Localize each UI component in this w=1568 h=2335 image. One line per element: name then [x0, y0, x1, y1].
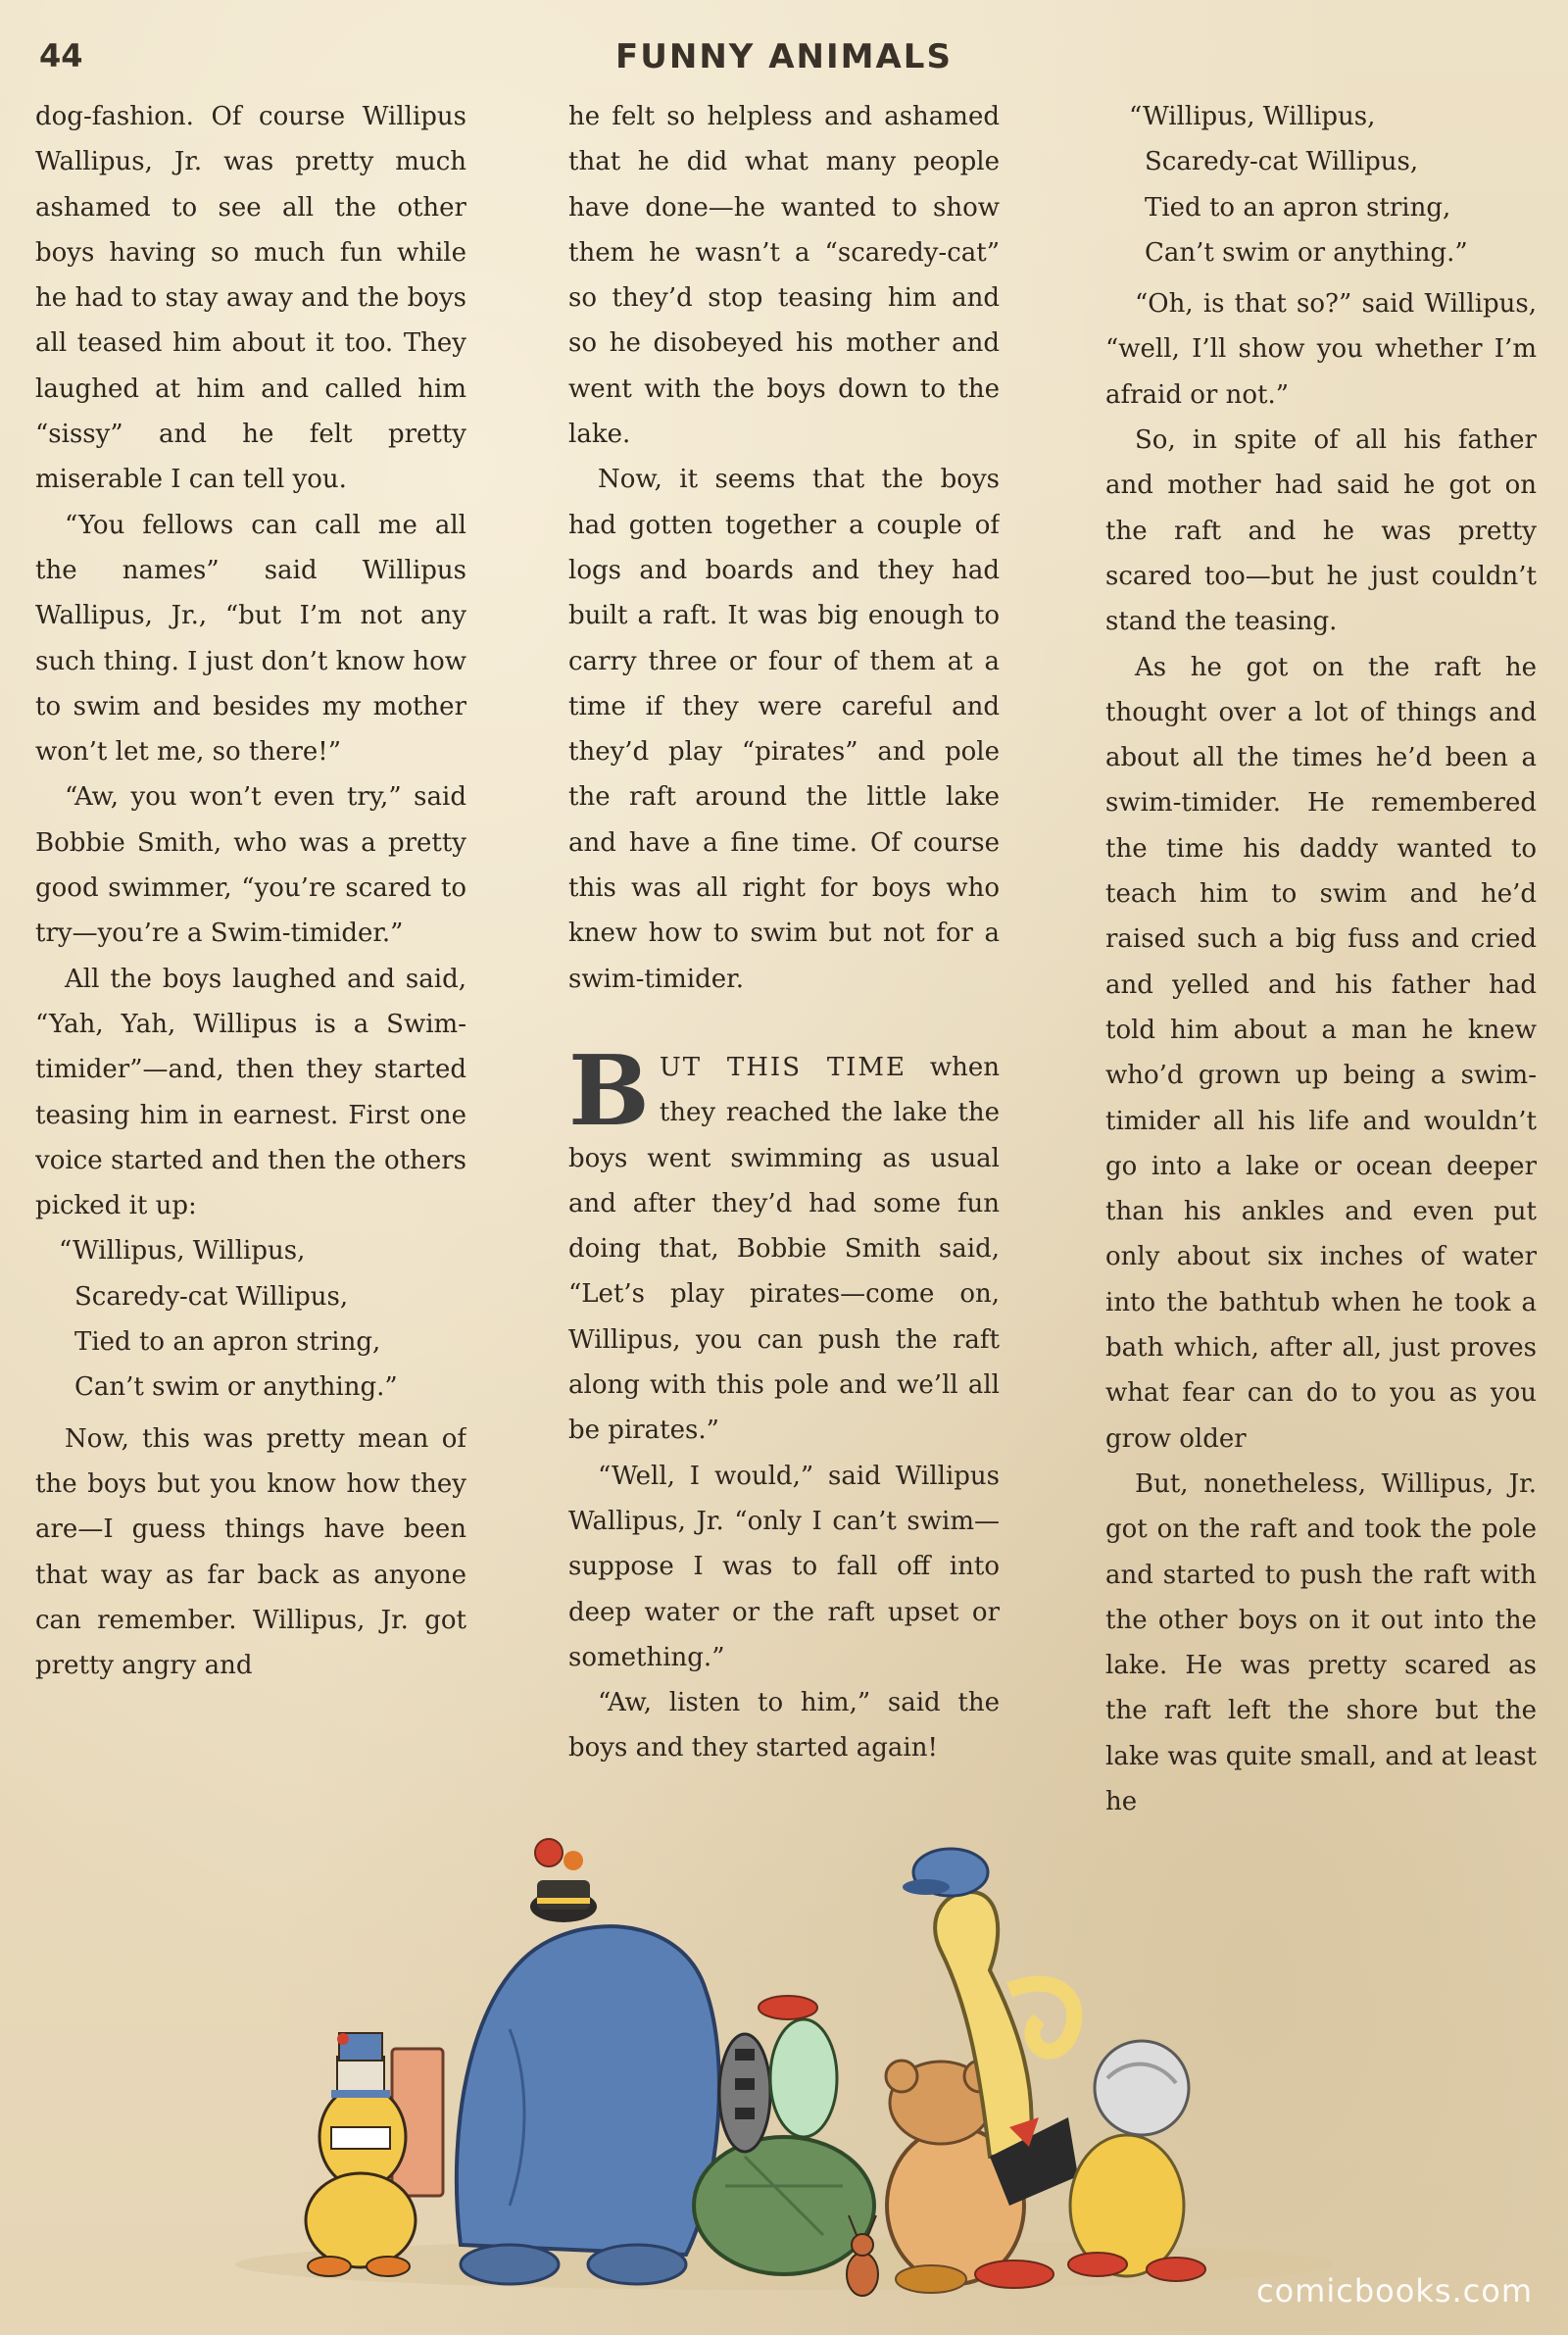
- paragraph: Now, it seems that the boys had gotten together a couple of logs and boards and they had built a raft. It was big enough to carry three or four of them at a time if they were careful and they’d play “pirates” and pole the raft around the little lake and have a fine time. Of course this was all right for boys who knew how to swim but not for a swim-timider.: [568, 465, 1000, 994]
- drop-cap: B: [568, 1034, 650, 1148]
- paragraph-text: when they reached the lake the boys went swimming as usual and after they’d had some fun doing that, Bobbie Smith said, “Let’s play pirates—come on, Willipus, you can push the raft along with this pole and we’ll all be pirates.”: [568, 1052, 1000, 1446]
- page-number: 44: [39, 37, 83, 75]
- verse-line: “Willipus, Willipus,: [1129, 102, 1376, 131]
- verse-line: Scaredy-cat Willipus,: [1145, 147, 1419, 177]
- verse-line: Tied to an apron string,: [74, 1327, 381, 1358]
- paragraph: All the boys laughed and said, “Yah, Yah, Willipus is a Swim-timider”—and, then they started teasing him in earnest. First one voice started and then the others picked it up:: [35, 964, 466, 1221]
- verse-line: Tied to an apron string,: [1145, 192, 1451, 223]
- paragraph: “Aw, listen to him,” said the boys and they started again!: [568, 1688, 1000, 1764]
- paragraph: But, nonetheless, Willipus, Jr. got on the raft and took the pole and started to push the raft with the other boys on it out into the lake. He was pretty scared as the raft left the shore but the lake was quite small, and at least he: [1105, 1468, 1537, 1816]
- paragraph: “Well, I would,” said Willipus Wallipus, Jr. “only I can’t swim—suppose I was to fall off into deep water or the raft upset or something.”: [568, 1461, 1000, 1672]
- paragraph: “You fellows can call me all the names” said Willipus Wallipus, Jr., “but I’m not any such thing. I just don’t know how to swim and besides my mother won’t let me, so there!”: [35, 510, 466, 768]
- section-opening-paragraph: [568, 1034, 1000, 1454]
- paragraph: As he got on the raft he thought over a lot of things and about all the times he’d been a swim-timider. He remembered the time his daddy wanted to teach him to swim and he’d raised such a big fuss and cried and yelled and his father had told him about a man he knew who’d grown up being a swim-timider all his life and wouldn’t go into a lake or ocean deeper than his ankles and even put only about six inches of water into the bathtub when he took a bath which, after all, just proves what fear can do to you as you grow older: [1105, 652, 1537, 1454]
- verse-line: Can’t swim or anything.”: [1145, 237, 1468, 268]
- site-watermark: comicbooks.com: [1255, 2272, 1533, 2310]
- duck-with-top-hat-figure: [306, 2033, 443, 2276]
- paragraph: Now, this was pretty mean of the boys but you know how they are—I guess things have been that way as far back as anyone can remember. Willipus, Jr. got pretty angry and: [35, 1423, 466, 1681]
- paragraph: “Aw, you won’t even try,” said Bobbie Smith, who was a pretty good swimmer, “you’re scared to try—you’re a Swim-timider.”: [35, 782, 466, 949]
- turtle-figure: [694, 1996, 874, 2274]
- verse-line: Can’t swim or anything.”: [74, 1372, 398, 1403]
- teasing-verse: [1129, 94, 1537, 275]
- animal-characters-illustration: [0, 1833, 1568, 2335]
- text-column-3: [1105, 94, 1537, 1859]
- verse-line: Scaredy-cat Willipus,: [74, 1281, 349, 1312]
- text-column-1: [35, 94, 466, 1859]
- teasing-verse: [59, 1228, 466, 1410]
- text-column-2: [568, 94, 1000, 1859]
- lead-in-caps: UT THIS TIME: [659, 1052, 907, 1082]
- verse-line: “Willipus, Willipus,: [59, 1236, 306, 1267]
- paragraph: he felt so helpless and ashamed that he did what many people have done—he wanted to show them he wasn’t a “scaredy-cat” so they’d stop teasing him and so he disobeyed his mother and went with the boys down to the lake.: [568, 102, 1000, 450]
- running-head: FUNNY ANIMALS: [615, 37, 953, 76]
- hippo-figure: [457, 1839, 719, 2284]
- old-dog-figure: [1068, 2041, 1205, 2281]
- paragraph: dog-fashion. Of course Willipus Wallipus, Jr. was pretty much ashamed to see all the other boys having so much fun while he had to stay away and the boys all teased him about it too. They laughed at him and called him “sissy” and he felt pretty miserable I can tell you.: [35, 102, 466, 495]
- paragraph: So, in spite of all his father and mother had said he got on the raft and he was pretty scared too—but he just couldn’t stand the teasing.: [1105, 425, 1537, 637]
- paragraph: “Oh, is that so?” said Willipus, “well, I’ll show you whether I’m afraid or not.”: [1105, 289, 1537, 410]
